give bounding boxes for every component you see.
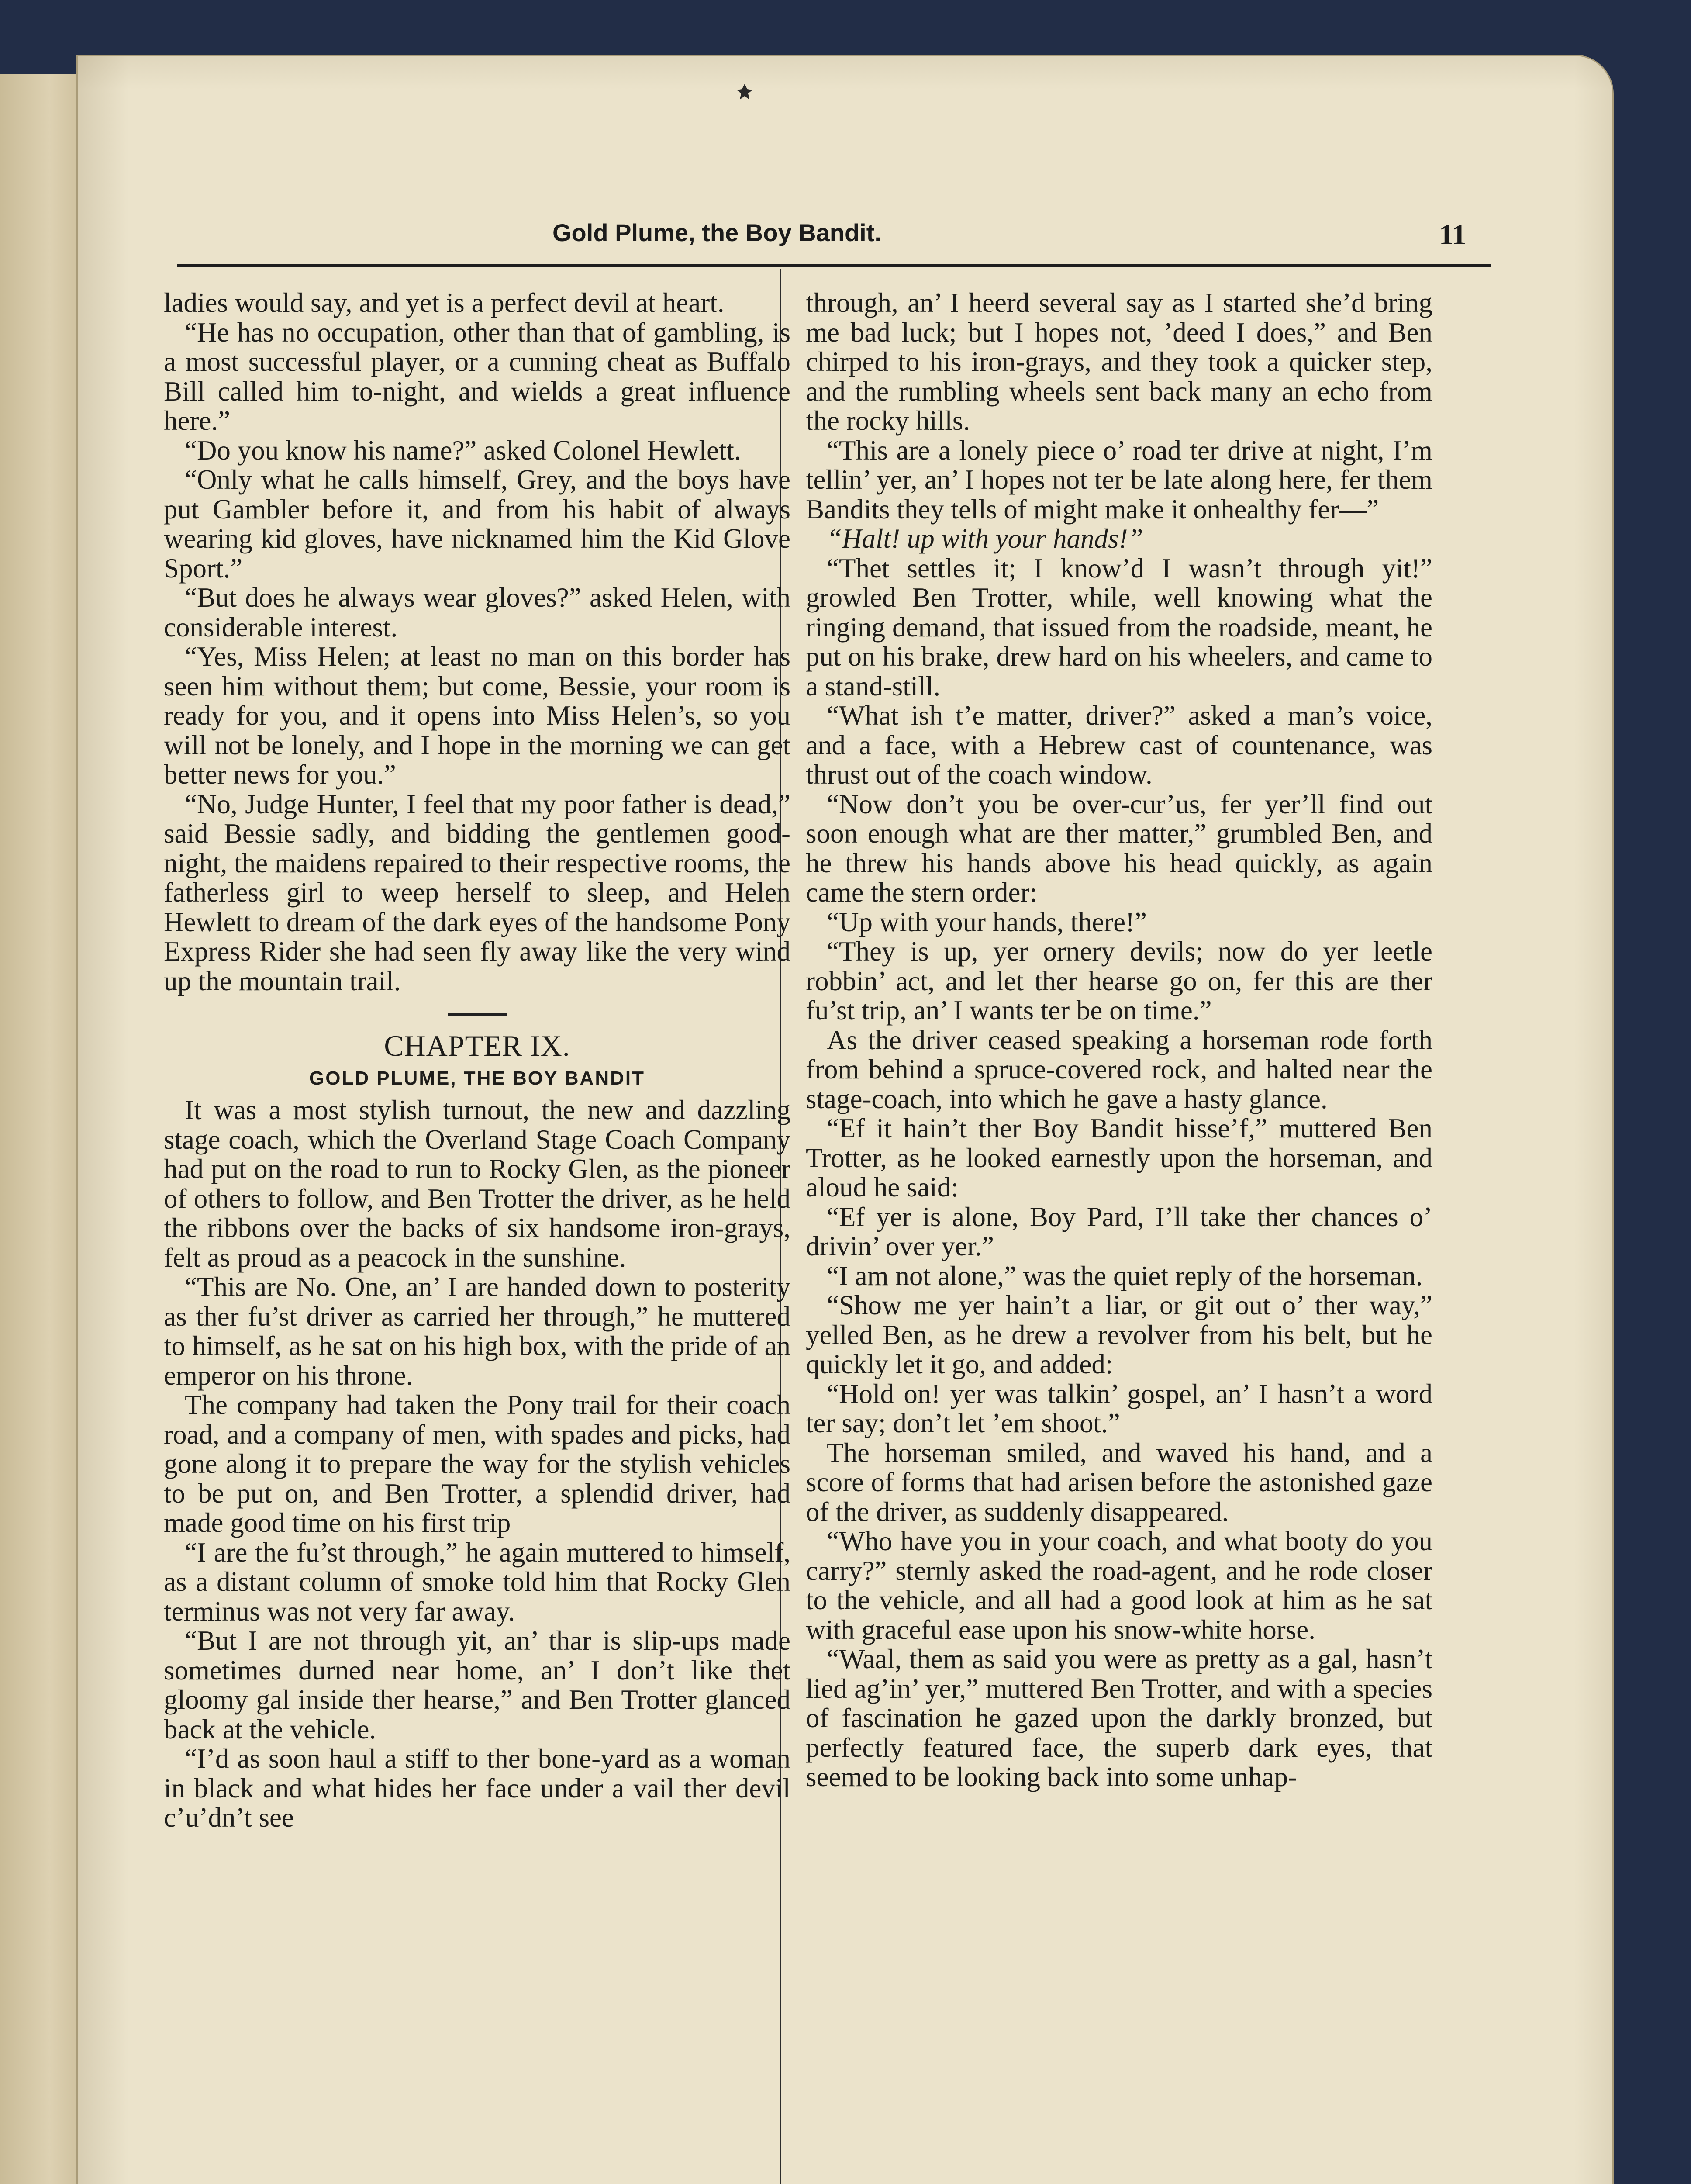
paragraph: “But does he always wear gloves?” asked Helen, with considerable interest. <box>164 582 790 643</box>
paragraph: “I am not alone,” was the quiet reply of the horseman. <box>827 1260 1423 1291</box>
paragraph: “I’d as soon haul a stiff to ther bone-yard as a woman in black and what hides her face under a vail ther devil c’u’dn’t see <box>164 1743 790 1833</box>
book-page <box>76 55 1614 2184</box>
chapter-title: CHAPTER IX. <box>384 1029 570 1062</box>
right-column <box>806 288 1432 1792</box>
paragraph: “Ef it hain’t ther Boy Bandit hisse’f,” muttered Ben Trotter, as he looked earnestly upon the horseman, and aloud he said: <box>806 1113 1432 1203</box>
left-column <box>164 288 790 1833</box>
printer-ornament-icon <box>736 83 753 100</box>
paragraph: “Yes, Miss Helen; at least no man on this border has seen him without them; but come, Bessie, your room is ready for you, and it opens into Miss Helen’s, so you will not be lonely, and I hope in the morning we can get better news for you.” <box>164 641 790 790</box>
paragraph: “What ish t’e matter, driver?” asked a man’s voice, and a face, with a Hebrew cast of countenance, was thrust out of the coach window. <box>806 700 1432 790</box>
paragraph: As the driver ceased speaking a horseman rode forth from behind a spruce-covered rock, and halted near the stage-coach, into which he gave a hasty glance. <box>806 1024 1432 1114</box>
paragraph: The horseman smiled, and waved his hand, and a score of forms that had arisen before the astonished gaze of the driver, as suddenly disappeared. <box>806 1437 1432 1527</box>
paragraph: “This are a lonely piece o’ road ter drive at night, I’m tellin’ yer, an’ I hopes not ter be late along here, fer them Bandits they tells of might make it onhealthy fer—” <box>806 435 1432 525</box>
paragraph: “Hold on! yer was talkin’ gospel, an’ I hasn’t a word ter say; don’t let ’em shoot.” <box>806 1378 1432 1438</box>
paragraph: “They is up, yer ornery devils; now do yer leetle robbin’ act, and let ther hearse go on, fer this are ther fu’st trip, an’ I wants ter be on time.” <box>806 936 1432 1026</box>
paragraph: “This are No. One, an’ I are handed down to posterity as ther fu’st driver as carried her through,” he muttered to himself, as he sat on his high box, with the pride of an emperor on his throne. <box>164 1272 790 1391</box>
paragraph: “He has no occupation, other than that of gambling, is a most successful player, or a cunning cheat as Buffalo Bill called him to-night, and wields a great influence here.” <box>164 317 790 436</box>
paragraph: “Thet settles it; I know’d I wasn’t through yit!” growled Ben Trotter, while, well knowing what the ringing demand, that issued from the roadside, meant, he put on his brake, drew hard on his wheelers, and came to a stand-still. <box>806 553 1432 702</box>
running-head: Gold Plume, the Boy Bandit. <box>552 219 881 246</box>
paragraph: The company had taken the Pony trail for their coach road, and a company of men, with spades and picks, had gone along it to prepare the way for the stylish vehicles to be put on, and Ben Trotter, a splendid driver, had made good time on his first trip <box>164 1389 790 1538</box>
paragraph: “Waal, them as said you were as pretty as a gal, hasn’t lied ag’in’ yer,” muttered Ben Trotter, and with a species of fascination he gazed upon the darkly bronzed, but perfectly featured face, the superb dark eyes, that seemed to be looking back into some unhap- <box>806 1644 1432 1792</box>
paragraph: “Only what he calls himself, Grey, and the boys have put Gambler before it, and from his habit of always wearing kid gloves, have nicknamed him the Kid Glove Sport.” <box>164 464 790 584</box>
paragraph: “Ef yer is alone, Boy Pard, I’ll take ther chances o’ drivin’ over yer.” <box>806 1201 1432 1261</box>
paragraph: through, an’ I heerd several say as I started she’d bring me bad luck; but I hopes not, ’deed I does,” and Ben chirped to his iron-grays, and they took a quicker step, and the rumbling wheels sent back many an echo from the rocky hills. <box>806 287 1432 436</box>
section-separator <box>448 1013 507 1016</box>
paragraph: It was a most stylish turnout, the new and dazzling stage coach, which the Overland Stage Coach Company had put on the road to run to Rocky Glen, as the pioneer of others to follow, and Ben Trotter the driver, as he held the ribbons over the backs of six handsome iron-grays, felt as proud as a peacock in the sunshine. <box>164 1095 790 1273</box>
paragraph: “Halt! up with your hands!” <box>827 523 1143 554</box>
paragraph: “Show me yer hain’t a liar, or git out o’ ther way,” yelled Ben, as he drew a revolver from his belt, but he quickly let it go, and added: <box>806 1290 1432 1379</box>
chapter-subtitle: GOLD PLUME, THE BOY BANDIT <box>309 1067 645 1089</box>
paragraph: “No, Judge Hunter, I feel that my poor father is dead,” said Bessie sadly, and bidding the gentlemen good-night, the maidens repaired to their respective rooms, the fatherless girl to weep herself to sleep, and Helen Hewlett to dream of the dark eyes of the handsome Pony Express Rider she had seen fly away like the very wind up the mountain trail. <box>164 788 790 996</box>
paragraph: “Do you know his name?” asked Colonel Hewlett. <box>185 435 741 466</box>
paragraph: ladies would say, and yet is a perfect devil at heart. <box>164 287 725 318</box>
paragraph: “Up with your hands, there!” <box>827 906 1147 937</box>
page-number: 11 <box>1439 219 1467 251</box>
paragraph: “I are the fu’st through,” he again muttered to himself, as a distant column of smoke told him that Rocky Glen terminus was not very far away. <box>164 1537 790 1627</box>
paragraph: “Now don’t you be over-cur’us, fer yer’ll find out soon enough what are ther matter,” grumbled Ben, and he threw his hands above his head quickly, as again came the stern order: <box>806 788 1432 908</box>
paragraph: “Who have you in your coach, and what booty do you carry?” sternly asked the road-agent, and he rode closer to the vehicle, and all had a good look at him as he sat with graceful ease upon his snow-white horse. <box>806 1526 1432 1645</box>
paragraph: “But I are not through yit, an’ thar is slip-ups made sometimes durned near home, an’ I don’t like thet gloomy gal inside ther hearse,” and Ben Trotter glanced back at the vehicle. <box>164 1625 790 1745</box>
previous-page-edge <box>0 74 84 2184</box>
header-rule <box>177 264 1491 267</box>
